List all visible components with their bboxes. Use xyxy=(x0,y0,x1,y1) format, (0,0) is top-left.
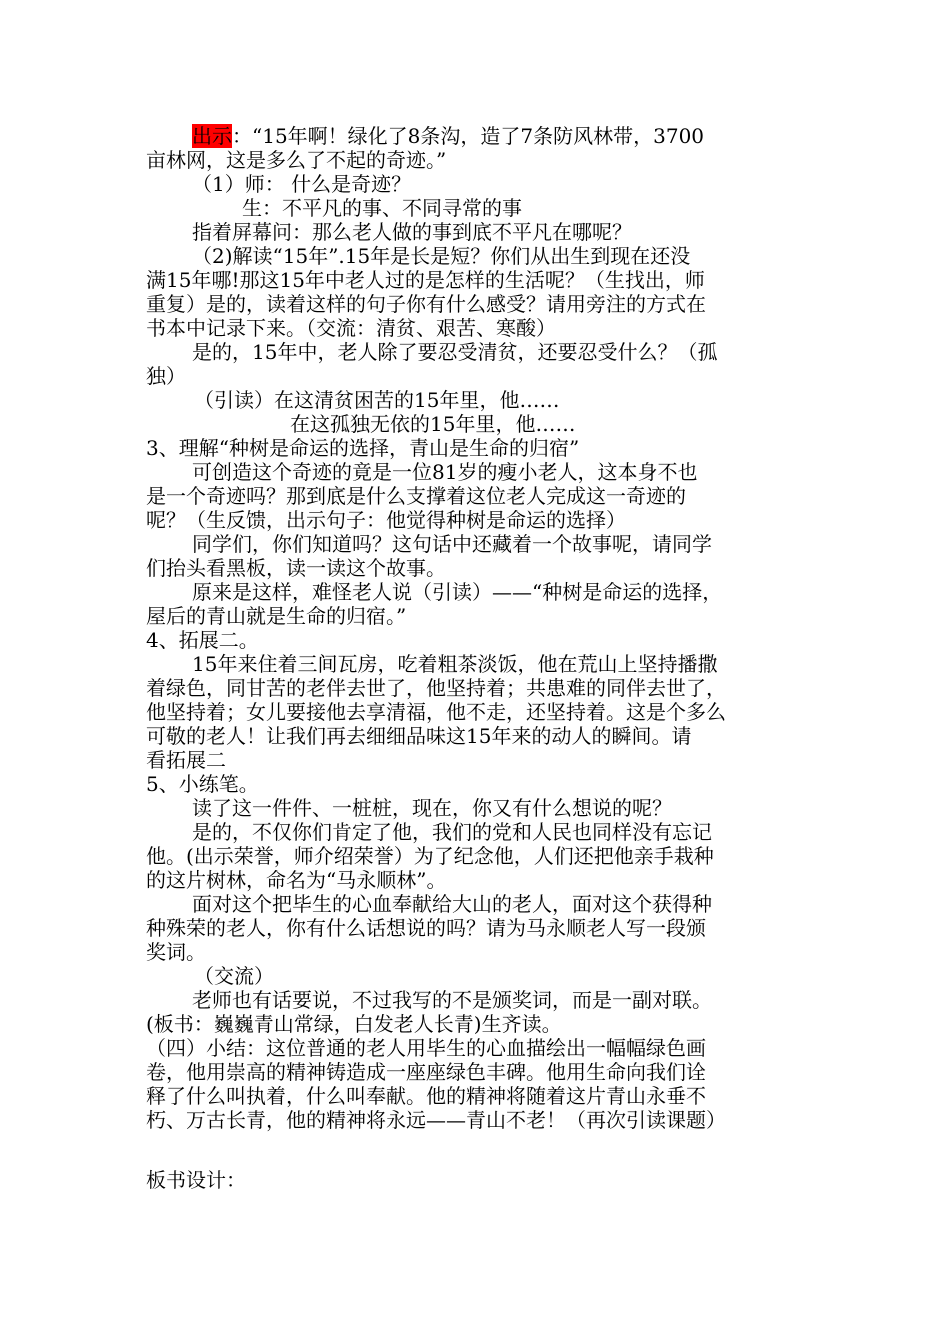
line-text: 书本中记录下来。（交流：清贫、艰苦、寒酸） xyxy=(146,316,556,340)
text-line xyxy=(146,340,808,364)
text-line xyxy=(146,724,808,748)
line-text: 15年来住着三间瓦房，吃着粗茶淡饭，他在荒山上坚持播撒 xyxy=(192,652,718,676)
line-text: 3、理解“种树是命运的选择，青山是生命的归宿” xyxy=(146,436,580,460)
text-line xyxy=(146,940,808,964)
line-text: (板书：巍巍青山常绿，白发老人长青)生齐读。 xyxy=(146,1012,562,1036)
line-text: 呢？（生反馈，出示句子：他觉得种树是命运的选择） xyxy=(146,508,626,532)
line-text: 重复）是的，读着这样的句子你有什么感受？请用旁注的方式在 xyxy=(146,292,706,316)
text-line xyxy=(146,436,808,460)
line-text: 面对这个把毕生的心血奉献给大山的老人，面对这个获得种 xyxy=(192,892,712,916)
line-text: 在这孤独无依的15年里，他…… xyxy=(290,412,576,436)
line-text: 满15年哪!那这15年中老人过的是怎样的生活呢？（生找出，师 xyxy=(146,268,705,292)
line-text: 的这片树林，命名为“马永顺林”。 xyxy=(146,868,447,892)
line-text: 4、拓展二。 xyxy=(146,628,259,652)
text-line xyxy=(146,1060,808,1084)
line-text: 卷，他用崇高的精神铸造成一座座绿色丰碑。他用生命向我们诠 xyxy=(146,1060,706,1084)
line-text: 朽、万古长青，他的精神将永远——青山不老！（再次引读课题） xyxy=(146,1108,726,1132)
line-text: 读了这一件件、一桩桩，现在，你又有什么想说的呢？ xyxy=(192,796,672,820)
text-line xyxy=(146,124,808,148)
line-text: 独） xyxy=(146,364,186,388)
text-line xyxy=(146,1036,808,1060)
text-line xyxy=(146,1084,808,1108)
line-text: 看拓展二 xyxy=(146,748,226,772)
text-line xyxy=(146,556,808,580)
text-line xyxy=(146,1012,808,1036)
line-text: 指着屏幕问：那么老人做的事到底不平凡在哪呢？ xyxy=(192,220,632,244)
text-line xyxy=(146,796,808,820)
line-text: 们抬头看黑板，读一读这个故事。 xyxy=(146,556,446,580)
line-text: 原来是这样，难怪老人说（引读）——“种树是命运的选择， xyxy=(192,580,723,604)
text-line xyxy=(146,412,808,436)
line-text: （引读）在这清贫困苦的15年里，他…… xyxy=(194,388,560,412)
text-line xyxy=(146,148,808,172)
text-line xyxy=(146,196,808,220)
line-text: ：“15年啊！绿化了8条沟，造了7条防风林带，3700 xyxy=(232,124,705,148)
line-text: 着绿色，同甘苦的老伴去世了，他坚持着；共患难的同伴去世了， xyxy=(146,676,726,700)
line-text: 5、小练笔。 xyxy=(146,772,259,796)
line-text: 种殊荣的老人，你有什么话想说的吗？请为马永顺老人写一段颁 xyxy=(146,916,706,940)
document-page xyxy=(146,124,808,1192)
text-line xyxy=(146,388,808,412)
text-line xyxy=(146,868,808,892)
line-text: 老师也有话要说，不过我写的不是颁奖词，而是一副对联。 xyxy=(192,988,712,1012)
line-text: 屋后的青山就是生命的归宿。” xyxy=(146,604,407,628)
text-line xyxy=(146,316,808,340)
line-text: 可创造这个奇迹的竟是一位81岁的瘦小老人，这本身不也 xyxy=(192,460,698,484)
highlighted-label: 出示 xyxy=(192,124,232,148)
text-line xyxy=(146,772,808,796)
text-line xyxy=(146,676,808,700)
text-line xyxy=(146,484,808,508)
text-line xyxy=(146,172,808,196)
line-text: 奖词。 xyxy=(146,940,206,964)
text-line xyxy=(146,628,808,652)
board-design-heading: 板书设计： xyxy=(146,1168,246,1192)
text-line xyxy=(146,844,808,868)
line-text: 同学们，你们知道吗？这句话中还藏着一个故事呢，请同学 xyxy=(192,532,712,556)
text-line xyxy=(146,964,808,988)
line-text: （1）师： 什么是奇迹？ xyxy=(192,172,412,196)
line-text: 他。(出示荣誉，师介绍荣誉）为了纪念他，人们还把他亲手栽种 xyxy=(146,844,714,868)
line-text: 释了什么叫执着，什么叫奉献。他的精神将随着这片青山永垂不 xyxy=(146,1084,706,1108)
text-line xyxy=(146,892,808,916)
line-text: 是的，不仅你们肯定了他，我们的党和人民也同样没有忘记 xyxy=(192,820,712,844)
text-line xyxy=(146,1108,808,1132)
line-text: （交流） xyxy=(194,964,274,988)
line-text: 亩林网，这是多么了不起的奇迹。” xyxy=(146,148,447,172)
text-line xyxy=(146,220,808,244)
text-line xyxy=(146,604,808,628)
line-text: 生：不平凡的事、不同寻常的事 xyxy=(242,196,522,220)
text-line xyxy=(146,532,808,556)
line-text: 可敬的老人！让我们再去细细品味这15年来的动人的瞬间。请 xyxy=(146,724,692,748)
text-line xyxy=(146,820,808,844)
text-line xyxy=(146,988,808,1012)
text-line xyxy=(146,748,808,772)
text-line xyxy=(146,700,808,724)
text-line xyxy=(146,460,808,484)
text-line xyxy=(146,652,808,676)
text-line xyxy=(146,268,808,292)
line-text: （2)解读“15年”.15年是长是短？你们从出生到现在还没 xyxy=(192,244,691,268)
spacer xyxy=(146,1156,808,1168)
text-line xyxy=(146,244,808,268)
text-line xyxy=(146,292,808,316)
blank-line xyxy=(146,1132,808,1156)
text-line xyxy=(146,508,808,532)
text-line xyxy=(146,580,808,604)
text-line xyxy=(146,916,808,940)
line-text: 是的，15年中，老人除了要忍受清贫，还要忍受什么？（孤 xyxy=(192,340,718,364)
line-text: （四）小结：这位普通的老人用毕生的心血描绘出一幅幅绿色画 xyxy=(146,1036,706,1060)
line-text: 他坚持着；女儿要接他去享清福，他不走，还坚持着。这是个多么 xyxy=(146,700,726,724)
text-line xyxy=(146,364,808,388)
line-text: 是一个奇迹吗？那到底是什么支撑着这位老人完成这一奇迹的 xyxy=(146,484,686,508)
